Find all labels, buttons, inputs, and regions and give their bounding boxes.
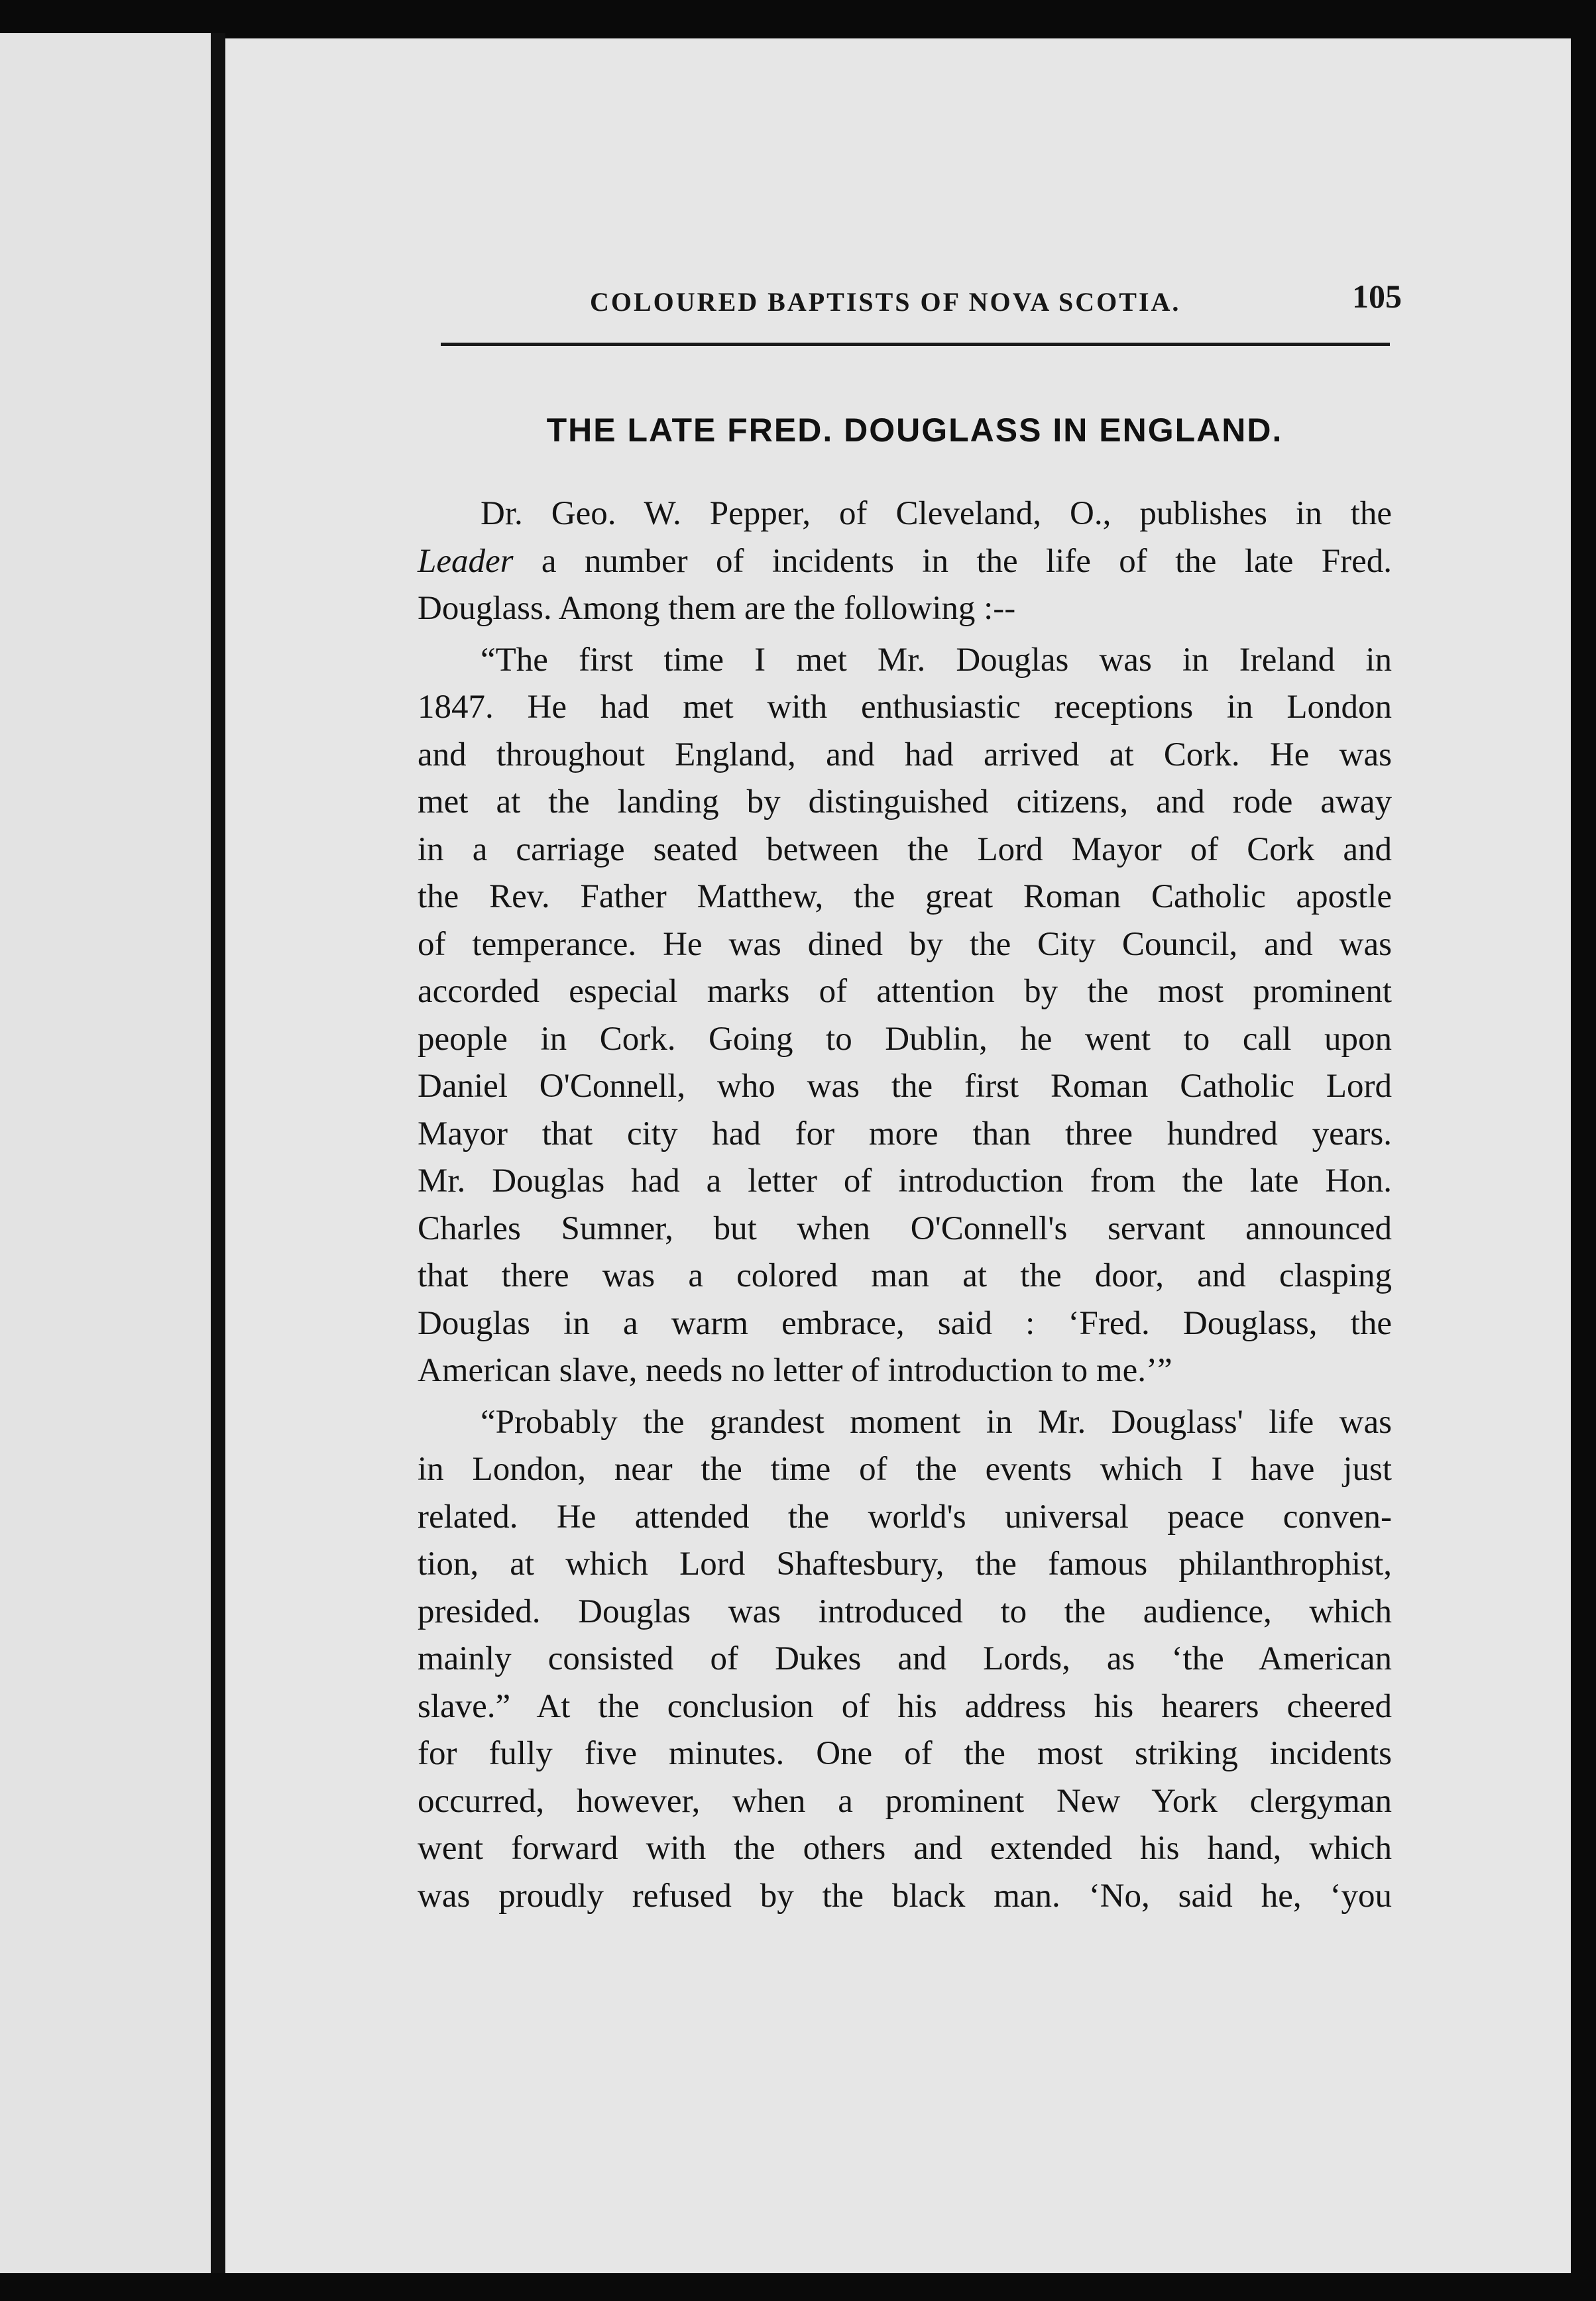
- text-line: for fully five minutes. One of the most striking incidents: [418, 1735, 1392, 1772]
- text-line: 1847. He had met with enthusiastic receptions in London: [418, 689, 1392, 726]
- text-line: was proudly refused by the black man. ‘No, said he, ‘you: [418, 1877, 1392, 1915]
- text-line: tion, at which Lord Shaftesbury, the famous philanthrophist,: [418, 1545, 1392, 1583]
- text-line: Charles Sumner, but when O'Connell's servant announced: [418, 1209, 1392, 1247]
- header-rule: [441, 343, 1390, 346]
- text-line: in London, near the time of the events which I have just: [418, 1451, 1392, 1488]
- text-line: presided. Douglas was introduced to the audience, which: [418, 1593, 1392, 1630]
- paragraph: [418, 490, 1392, 633]
- book-gutter: [211, 33, 225, 2273]
- text-line: of temperance. He was dined by the City Council, and was: [418, 925, 1392, 963]
- text-line: [418, 538, 1392, 586]
- text-line: Dr. Geo. W. Pepper, of Cleveland, O., publishes in the: [481, 495, 1392, 532]
- text-line: went forward with the others and extended his hand, which: [418, 1830, 1392, 1867]
- running-head: COLOURED BAPTISTS OF NOVA SCOTIA.: [590, 287, 1181, 317]
- text-line: “The first time I met Mr. Douglas was in Ireland in: [481, 641, 1392, 679]
- text-line: met at the landing by distinguished citizens, and rode away: [418, 783, 1392, 820]
- text-line: Mayor that city had for more than three hundred years.: [418, 1115, 1392, 1152]
- text-line: accorded especial marks of attention by the most prominent: [418, 973, 1392, 1010]
- paragraph: [418, 637, 1392, 1395]
- paragraph: [418, 1399, 1392, 1921]
- text-line: mainly consisted of Dukes and Lords, as ‘the American: [418, 1640, 1392, 1677]
- text-line: related. He attended the world's universal peace conven-: [418, 1498, 1392, 1536]
- publication-name: Leader: [418, 542, 514, 580]
- text-line: that there was a colored man at the door, and clasping: [418, 1257, 1392, 1294]
- text-line: American slave, needs no letter of introduction to me.’”: [418, 1352, 1172, 1389]
- text-line: Mr. Douglas had a letter of introduction from the late Hon.: [418, 1162, 1392, 1200]
- text-line: occurred, however, when a prominent New York clergyman: [418, 1782, 1392, 1820]
- article-title: THE LATE FRED. DOUGLASS IN ENGLAND.: [546, 412, 1283, 449]
- text-line: “Probably the grandest moment in Mr. Douglass' life was: [481, 1403, 1392, 1441]
- page-number: 105: [1352, 278, 1402, 315]
- text-line: people in Cork. Going to Dublin, he went to call upon: [418, 1020, 1392, 1058]
- article-body: [418, 490, 1392, 1924]
- text-line: and throughout England, and had arrived at Cork. He was: [418, 736, 1392, 773]
- text-line: Douglas in a warm embrace, said : ‘Fred. Douglass, the: [418, 1304, 1392, 1342]
- text-line-rest: a number of incidents in the life of the late Fred.: [541, 542, 1392, 580]
- text-line: in a carriage seated between the Lord Mayor of Cork and: [418, 830, 1392, 868]
- text-line: Daniel O'Connell, who was the first Roman Catholic Lord: [418, 1068, 1392, 1105]
- facing-page-edge: [0, 33, 211, 2273]
- text-line: Douglass. Among them are the following :--: [418, 590, 1016, 627]
- text-line: the Rev. Father Matthew, the great Roman Catholic apostle: [418, 878, 1392, 915]
- scan-border: [1571, 27, 1596, 2301]
- text-line: slave.” At the conclusion of his address his hearers cheered: [418, 1687, 1392, 1725]
